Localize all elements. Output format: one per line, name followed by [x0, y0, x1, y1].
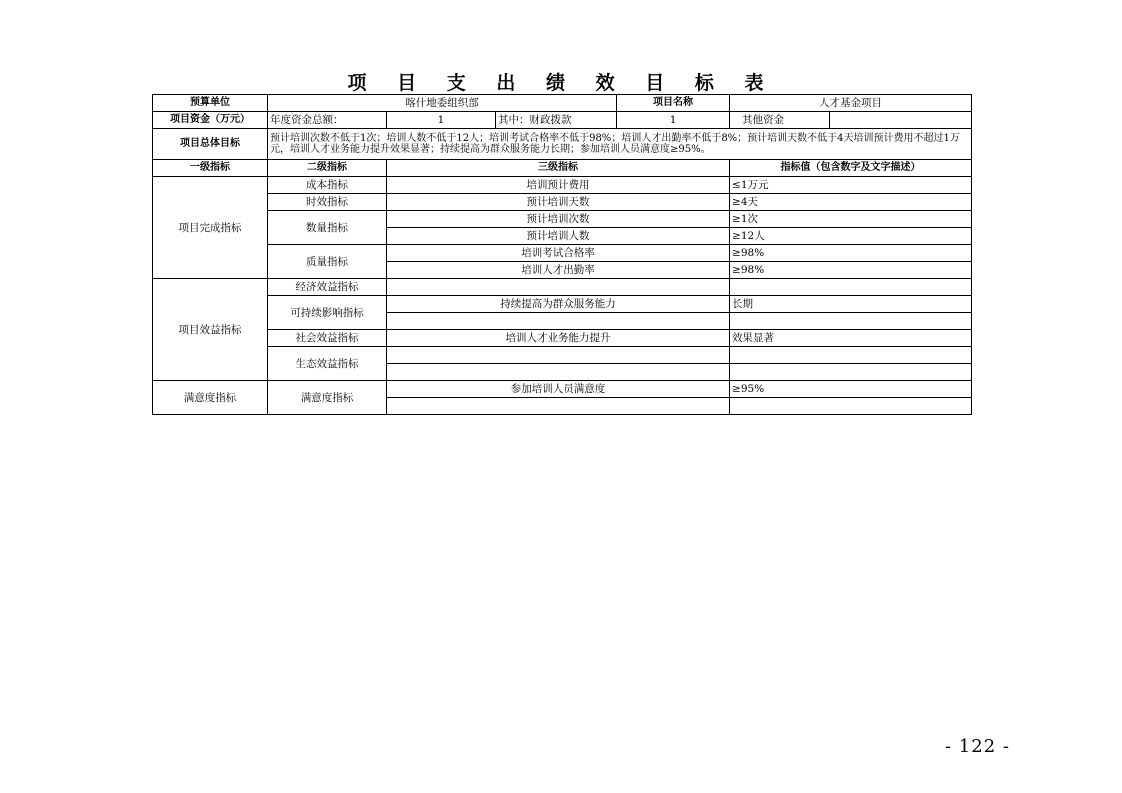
col-header-level3: 三级指标 — [387, 160, 730, 177]
benefit-indicator-label: 项目效益指标 — [153, 279, 268, 381]
quantity-indicator-item-2: 预计培训人数 — [387, 228, 730, 245]
ecological-benefit-item-2 — [387, 364, 730, 381]
satisfaction-item: 参加培训人员满意度 — [387, 381, 730, 398]
quantity-indicator-label: 数量指标 — [268, 211, 387, 245]
economic-benefit-label: 经济效益指标 — [268, 279, 387, 296]
social-benefit-value: 效果显著 — [730, 330, 972, 347]
quality-indicator-value-2: ≥98% — [730, 262, 972, 279]
social-benefit-label: 社会效益指标 — [268, 330, 387, 347]
fiscal-label: 其中：财政拨款 — [496, 112, 617, 129]
budget-unit-value: 喀什地委组织部 — [268, 95, 617, 112]
budget-unit-label: 预算单位 — [153, 95, 268, 112]
other-funds-value — [830, 112, 972, 129]
project-name-value: 人才基金项目 — [730, 95, 972, 112]
other-funds-label: 其他资金 — [730, 112, 830, 129]
satisfaction-sub-label: 满意度指标 — [268, 381, 387, 415]
sustainable-impact-item-empty — [387, 313, 730, 330]
cost-indicator-item: 培训预计费用 — [387, 177, 730, 194]
time-indicator-label: 时效指标 — [268, 194, 387, 211]
time-indicator-item: 预计培训天数 — [387, 194, 730, 211]
social-benefit-item: 培训人才业务能力提升 — [387, 330, 730, 347]
time-indicator-value: ≥4天 — [730, 194, 972, 211]
satisfaction-value: ≥95% — [730, 381, 972, 398]
col-header-level2: 二级指标 — [268, 160, 387, 177]
satisfaction-indicator-label: 满意度指标 — [153, 381, 268, 415]
sustainable-impact-value-empty — [730, 313, 972, 330]
col-header-level1: 一级指标 — [153, 160, 268, 177]
quantity-indicator-value-1: ≥1次 — [730, 211, 972, 228]
quantity-indicator-item-1: 预计培训次数 — [387, 211, 730, 228]
ecological-benefit-label: 生态效益指标 — [268, 347, 387, 381]
funds-label: 项目资金（万元） — [153, 112, 268, 129]
cost-indicator-value: ≤1万元 — [730, 177, 972, 194]
performance-target-table — [152, 94, 972, 415]
sustainable-impact-value: 长期 — [730, 296, 972, 313]
sustainable-impact-item: 持续提高为群众服务能力 — [387, 296, 730, 313]
economic-benefit-value — [730, 279, 972, 296]
ecological-benefit-item-1 — [387, 347, 730, 364]
cost-indicator-label: 成本指标 — [268, 177, 387, 194]
project-name-label: 项目名称 — [617, 95, 730, 112]
annual-total-value: 1 — [387, 112, 496, 129]
ecological-benefit-value-2 — [730, 364, 972, 381]
fiscal-value: 1 — [617, 112, 730, 129]
quality-indicator-label: 质量指标 — [268, 245, 387, 279]
quality-indicator-item-2: 培训人才出勤率 — [387, 262, 730, 279]
quality-indicator-item-1: 培训考试合格率 — [387, 245, 730, 262]
col-header-value: 指标值（包含数字及文字描述） — [730, 160, 972, 177]
annual-total-label: 年度资金总额： — [268, 112, 387, 129]
satisfaction-value-empty — [730, 398, 972, 415]
quality-indicator-value-1: ≥98% — [730, 245, 972, 262]
page-title: 项 目 支 出 绩 效 目 标 表 — [347, 72, 776, 94]
overall-goal-label: 项目总体目标 — [153, 129, 268, 160]
economic-benefit-item — [387, 279, 730, 296]
quantity-indicator-value-2: ≥12人 — [730, 228, 972, 245]
completion-indicator-label: 项目完成指标 — [153, 177, 268, 279]
satisfaction-item-empty — [387, 398, 730, 415]
page-number: - 122 - — [945, 736, 1010, 757]
sustainable-impact-label: 可持续影响指标 — [268, 296, 387, 330]
overall-goal-text: 预计培训次数不低于1次；培训人数不低于12人；培训考试合格率不低于98%；培训人才出勤率不低于8%；预计培训天数不低于4天培训预计费用不超过1万元，培训人才业务能力提升效果显著；持续提高为群众服务能力长期；参加培训人员满意度≥95%。 — [268, 129, 972, 160]
ecological-benefit-value-1 — [730, 347, 972, 364]
